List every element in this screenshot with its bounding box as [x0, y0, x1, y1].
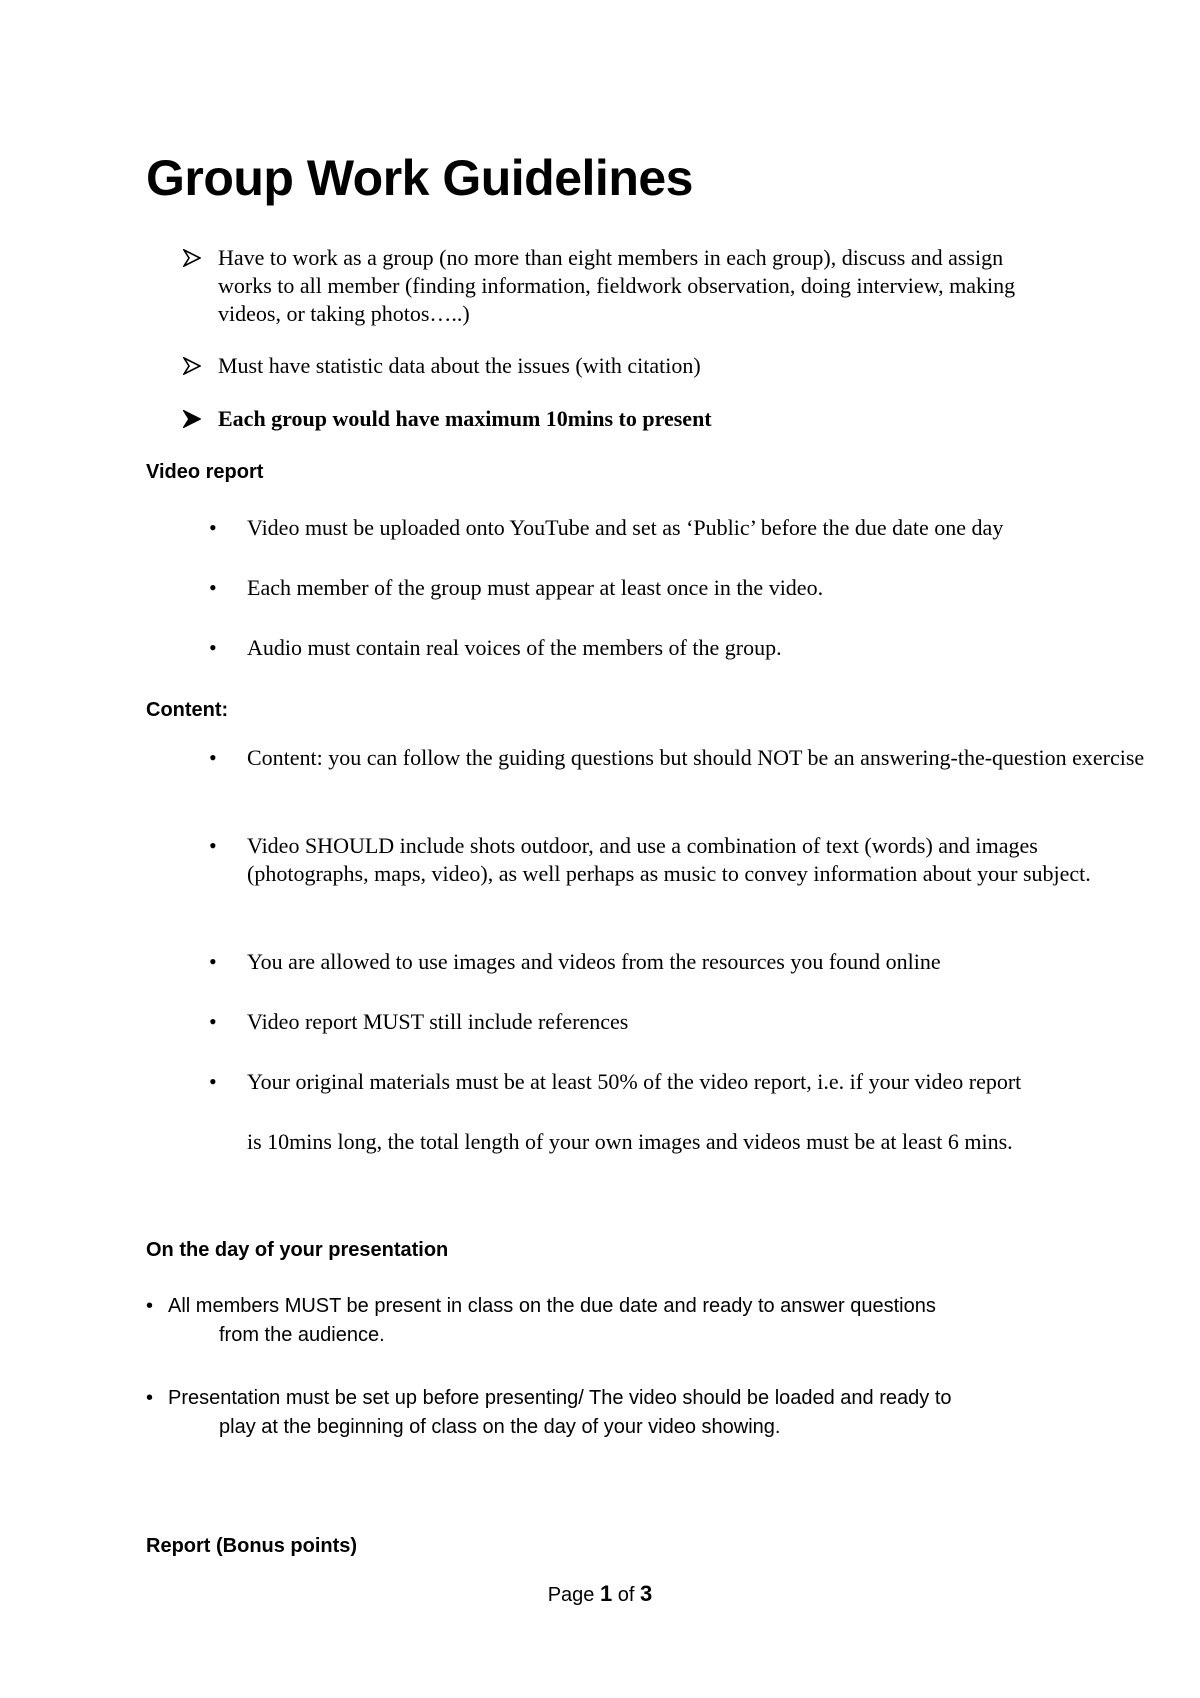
report-heading: Report (Bonus points): [146, 1535, 358, 1557]
page-footer: [0, 1580, 1200, 1609]
arrow-bullet-text: Must have statistic data about the issues (with citation): [218, 353, 701, 378]
list-item-text: Each member of the group must appear at least once in the video.: [247, 575, 824, 600]
bullet-icon: •: [209, 949, 217, 974]
bullet-icon: •: [146, 1295, 154, 1317]
arrow-bullet-text: Each group would have maximum 10mins to present: [218, 406, 712, 431]
page-total: 3: [640, 1581, 653, 1606]
content-heading: Content:: [146, 699, 229, 721]
bullet-icon: •: [209, 635, 217, 660]
list-item: [146, 1384, 1046, 1442]
bullet-icon: •: [209, 745, 217, 770]
list-item: [209, 574, 1169, 602]
list-item: [209, 1068, 1169, 1156]
list-item-text: Content: you can follow the guiding questions but should NOT be an answering-the-question exercise: [247, 745, 1145, 770]
bullet-icon: •: [209, 1009, 217, 1034]
page-word: Page: [547, 1584, 595, 1606]
list-item: [209, 514, 1169, 542]
list-item-text: All members MUST be present in class on the due date and ready to answer questions: [168, 1295, 936, 1317]
list-item: [209, 1008, 1169, 1036]
list-item-continuation: play at the beginning of class on the day of your video showing.: [219, 1416, 781, 1438]
page-number: 1: [599, 1581, 613, 1606]
of-word: of: [617, 1584, 635, 1606]
bullet-icon: •: [209, 575, 217, 600]
bullet-icon: •: [146, 1387, 154, 1409]
bullet-icon: •: [209, 833, 217, 858]
arrow-bullet-text: Have to work as a group (no more than eight members in each group), discuss and assign works to all member (finding information, fieldwork observation, doing interview, making videos, or taking photos…..): [218, 245, 1016, 326]
list-item-text: Video must be uploaded onto YouTube and set as ‘Public’ before the due date one day: [247, 515, 1004, 540]
list-item: [209, 832, 1139, 888]
list-item-text: Audio must contain real voices of the members of the group.: [247, 635, 782, 660]
list-item-text: Video SHOULD include shots outdoor, and use a combination of text (words) and images (photographs, maps, video), as well perhaps as music to convey information about your subject.: [247, 833, 1091, 886]
bullet-icon: •: [209, 515, 217, 540]
list-item-text: Video report MUST still include references: [247, 1009, 629, 1034]
list-item-text: Presentation must be set up before presenting/ The video should be loaded and ready to: [168, 1387, 952, 1409]
list-item-text: Your original materials must be at least 50% of the video report, i.e. if your video report: [247, 1069, 1022, 1094]
list-item: [146, 1292, 1046, 1350]
list-item: [209, 634, 1169, 662]
list-item: [209, 744, 1169, 772]
arrow-bullet-item: [183, 244, 1043, 328]
video-report-heading: Video report: [146, 461, 264, 483]
page-title: Group Work Guidelines: [146, 150, 693, 206]
bullet-icon: •: [209, 1069, 217, 1094]
presentation-day-heading: On the day of your presentation: [146, 1239, 449, 1261]
arrow-bullet-item: [183, 405, 1043, 433]
list-item-continuation: is 10mins long, the total length of your own images and videos must be at least 6 mins.: [247, 1129, 1013, 1154]
list-item-text: You are allowed to use images and videos from the resources you found online: [247, 949, 941, 974]
arrow-bullet-icon: [183, 405, 203, 435]
arrow-bullet-icon: [183, 352, 203, 382]
list-item-continuation: from the audience.: [219, 1324, 385, 1346]
list-item: [209, 948, 1169, 976]
arrow-bullet-item: [183, 352, 1043, 380]
arrow-bullet-icon: [183, 244, 203, 274]
